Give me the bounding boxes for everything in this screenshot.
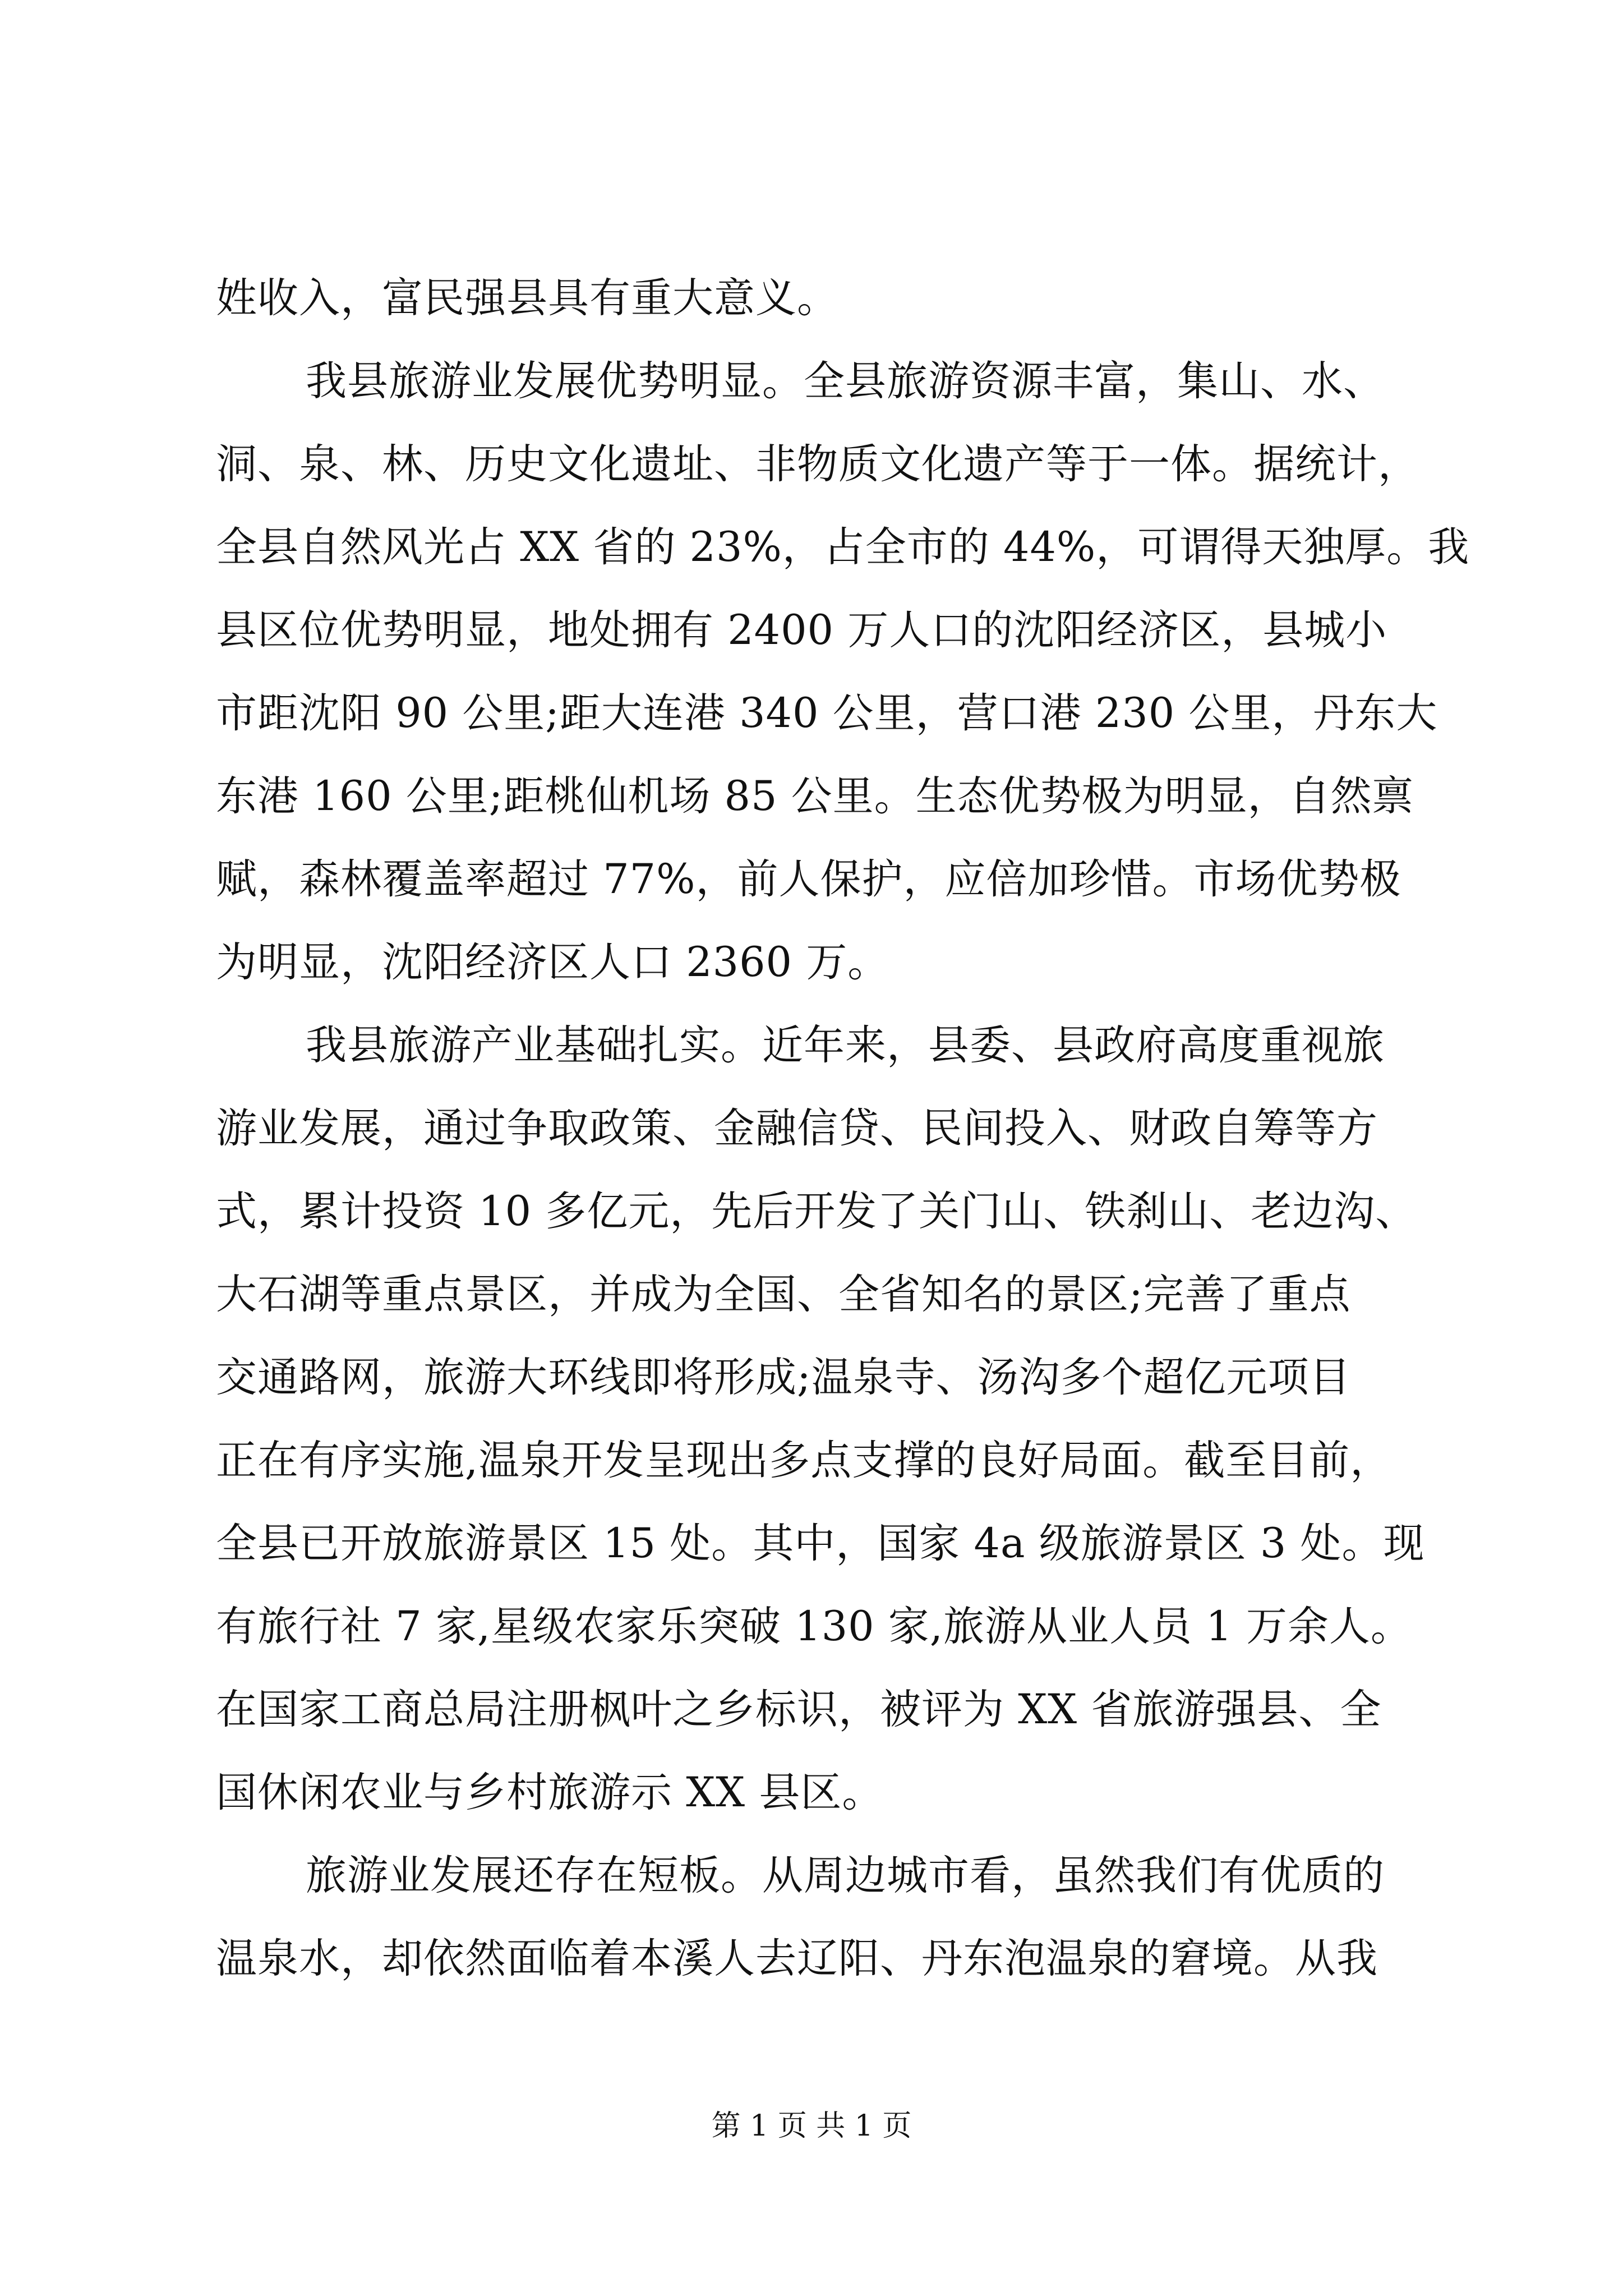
paragraph-first-line: 我县旅游产业基础扎实。近年来，县委、县政府高度重视旅 bbox=[306, 1022, 1385, 1069]
text-line: 游业发展，通过争取政策、金融信贷、民间投入、财政自筹等方 bbox=[216, 1105, 1378, 1152]
text-line: 县区位优势明显，地处拥有 2400 万人口的沈阳经济区，县城小 bbox=[216, 606, 1387, 654]
text-line: 洞、泉、林、历史文化遗址、非物质文化遗产等于一体。据统计， bbox=[216, 440, 1419, 488]
text-line: 式，累计投资 10 多亿元，先后开发了关门山、铁刹山、老边沟、 bbox=[216, 1188, 1417, 1235]
paragraph-first-line: 旅游业发展还存在短板。从周边城市看，虽然我们有优质的 bbox=[306, 1852, 1385, 1899]
text-line: 大石湖等重点景区，并成为全国、全省知名的景区;完善了重点 bbox=[216, 1271, 1351, 1318]
text-line: 赋，森林覆盖率超过 77%，前人保护，应倍加珍惜。市场优势极 bbox=[216, 855, 1401, 903]
paragraph-first-line: 我县旅游业发展优势明显。全县旅游资源丰富，集山、水、 bbox=[306, 357, 1385, 405]
text-line: 交通路网，旅游大环线即将形成;温泉寺、汤沟多个超亿元项目 bbox=[216, 1354, 1351, 1401]
text-line: 姓收入，富民强县具有重大意义。 bbox=[216, 274, 838, 322]
text-line: 为明显，沈阳经济区人口 2360 万。 bbox=[216, 938, 889, 986]
page-footer: 第 1 页 共 1 页 bbox=[711, 2109, 912, 2143]
text-line: 有旅行社 7 家,星级农家乐突破 130 家,旅游从业人员 1 万余人。 bbox=[216, 1603, 1412, 1650]
text-line: 在国家工商总局注册枫叶之乡标识，被评为 XX 省旅游强县、全 bbox=[216, 1686, 1382, 1733]
text-line: 东港 160 公里;距桃仙机场 85 公里。生态优势极为明显，自然禀 bbox=[216, 772, 1414, 820]
text-line: 正在有序实施,温泉开发呈现出多点支撑的良好局面。截至目前， bbox=[216, 1437, 1392, 1484]
document-body bbox=[216, 257, 1470, 2000]
text-line: 国休闲农业与乡村旅游示 XX 县区。 bbox=[216, 1769, 884, 1816]
text-line: 温泉水，却依然面临着本溪人去辽阳、丹东泡温泉的窘境。从我 bbox=[216, 1935, 1378, 1982]
text-line: 市距沈阳 90 公里;距大连港 340 公里，营口港 230 公里，丹东大 bbox=[216, 689, 1438, 737]
text-line: 全县自然风光占 XX 省的 23%，占全市的 44%，可谓得天独厚。我 bbox=[216, 523, 1470, 571]
text-line: 全县已开放旅游景区 15 处。其中，国家 4a 级旅游景区 3 处。现 bbox=[216, 1520, 1425, 1567]
